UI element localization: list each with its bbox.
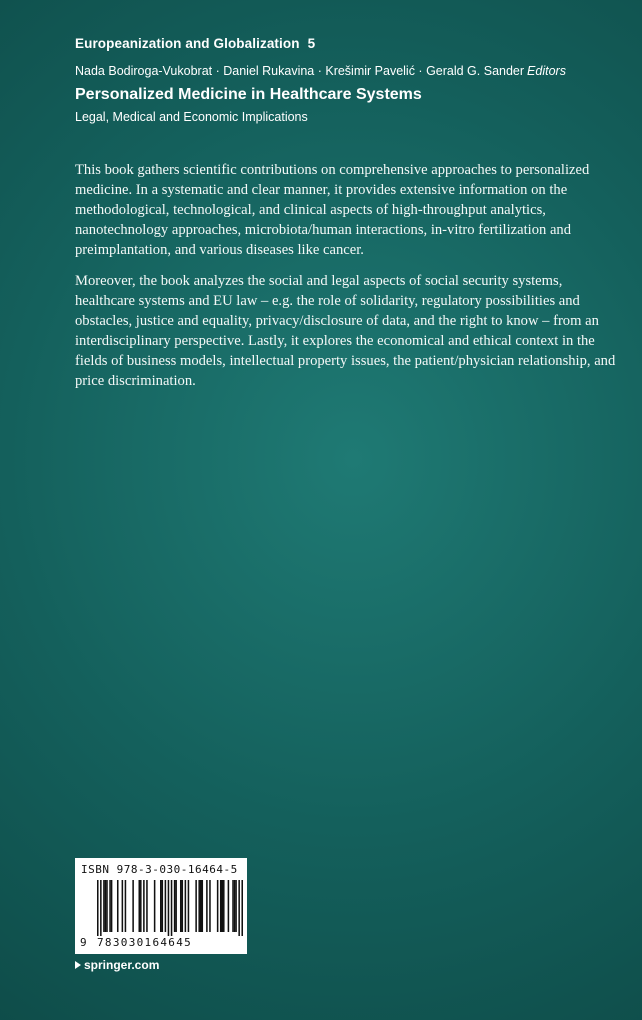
barcode-bar [220, 880, 222, 932]
barcode-bar [105, 880, 107, 932]
barcode-bar [174, 880, 176, 932]
barcode-bar [234, 880, 236, 932]
barcode-bar [154, 880, 156, 932]
barcode-bar [140, 880, 142, 932]
barcode-bar [138, 880, 140, 932]
book-title: Personalized Medicine in Healthcare Systems [75, 86, 422, 103]
barcode-bar [235, 880, 237, 932]
publisher-url: springer.com [84, 958, 160, 972]
series-line [75, 36, 315, 51]
barcode-bar [109, 880, 111, 932]
blurb-paragraph-2: Moreover, the book analyzes the social and legal aspects of social security systems, healthcare systems and EU law – e.g. the role of solidarity, regulatory possibilities and obstacles, justice and equality, privacy/disclosure of data, and the right to know – from an interdisciplinary perspective. Lastly, it explores the economical and ethical context in the fields of business models, intellectual property issues, the patient/physician relationship, and price discrimination. [75, 273, 616, 389]
barcode-bar [160, 880, 162, 932]
series-name: Europeanization and Globalization [75, 36, 300, 51]
barcode-bar [122, 880, 124, 932]
barcode-bar [202, 880, 204, 932]
barcode-image [97, 880, 243, 936]
editors-line [75, 64, 566, 78]
barcode-bar [182, 880, 184, 932]
barcode-bar [143, 880, 145, 932]
barcode-bar [228, 880, 230, 932]
barcode-bar [175, 880, 177, 932]
barcode-bar [168, 880, 170, 936]
barcode-bar [100, 880, 102, 936]
barcode-bar [188, 880, 190, 932]
barcode-first-digit: 9 [80, 936, 87, 949]
barcode-bar [171, 880, 173, 936]
barcode-bar [111, 880, 113, 932]
barcode-digits: 783030164645 [97, 936, 193, 949]
barcode-bar [180, 880, 182, 932]
barcode-box [75, 858, 247, 954]
barcode-bar [198, 880, 200, 932]
barcode-bar [238, 880, 240, 936]
editor-names: Nada Bodiroga-Vukobrat · Daniel Rukavina · Krešimir Pavelić · Gerald G. Sander [75, 64, 525, 78]
editors-role: Editors [527, 64, 566, 78]
barcode-bar [103, 880, 105, 932]
isbn-label: ISBN 978-3-030-16464-5 [81, 863, 238, 876]
barcode-bar [106, 880, 108, 932]
barcode-bar [185, 880, 187, 932]
barcode-bar [241, 880, 243, 936]
barcode-bar [165, 880, 167, 932]
barcode-bar [200, 880, 202, 932]
blurb-paragraph-1: This book gathers scientific contributions on comprehensive approaches to personalized medicine. In a systematic and clear manner, it provides extensive information on the methodological, technological, and clinical aspects of high-throughput analytics, nanotechnology approaches, microbiota/human interactions, in-vitro fertilization and preimplantation, and various diseases like cancer. [75, 162, 590, 258]
barcode-bar [223, 880, 225, 932]
barcode-bar [97, 880, 99, 936]
barcode-bar [146, 880, 148, 932]
barcode-bar [195, 880, 197, 932]
barcode-bar [117, 880, 119, 932]
publisher-link[interactable] [75, 958, 159, 972]
arrow-right-icon [75, 961, 81, 969]
blurb [75, 160, 623, 402]
series-number: 5 [307, 36, 316, 51]
barcode-bar [209, 880, 211, 932]
barcode-bar [206, 880, 208, 932]
barcode-bar [232, 880, 234, 932]
barcode-bar [221, 880, 223, 932]
book-subtitle: Legal, Medical and Economic Implications [75, 110, 308, 124]
barcode-bar [217, 880, 219, 932]
barcode-bar [125, 880, 127, 932]
barcode-bar [132, 880, 134, 932]
barcode-bar [162, 880, 164, 932]
